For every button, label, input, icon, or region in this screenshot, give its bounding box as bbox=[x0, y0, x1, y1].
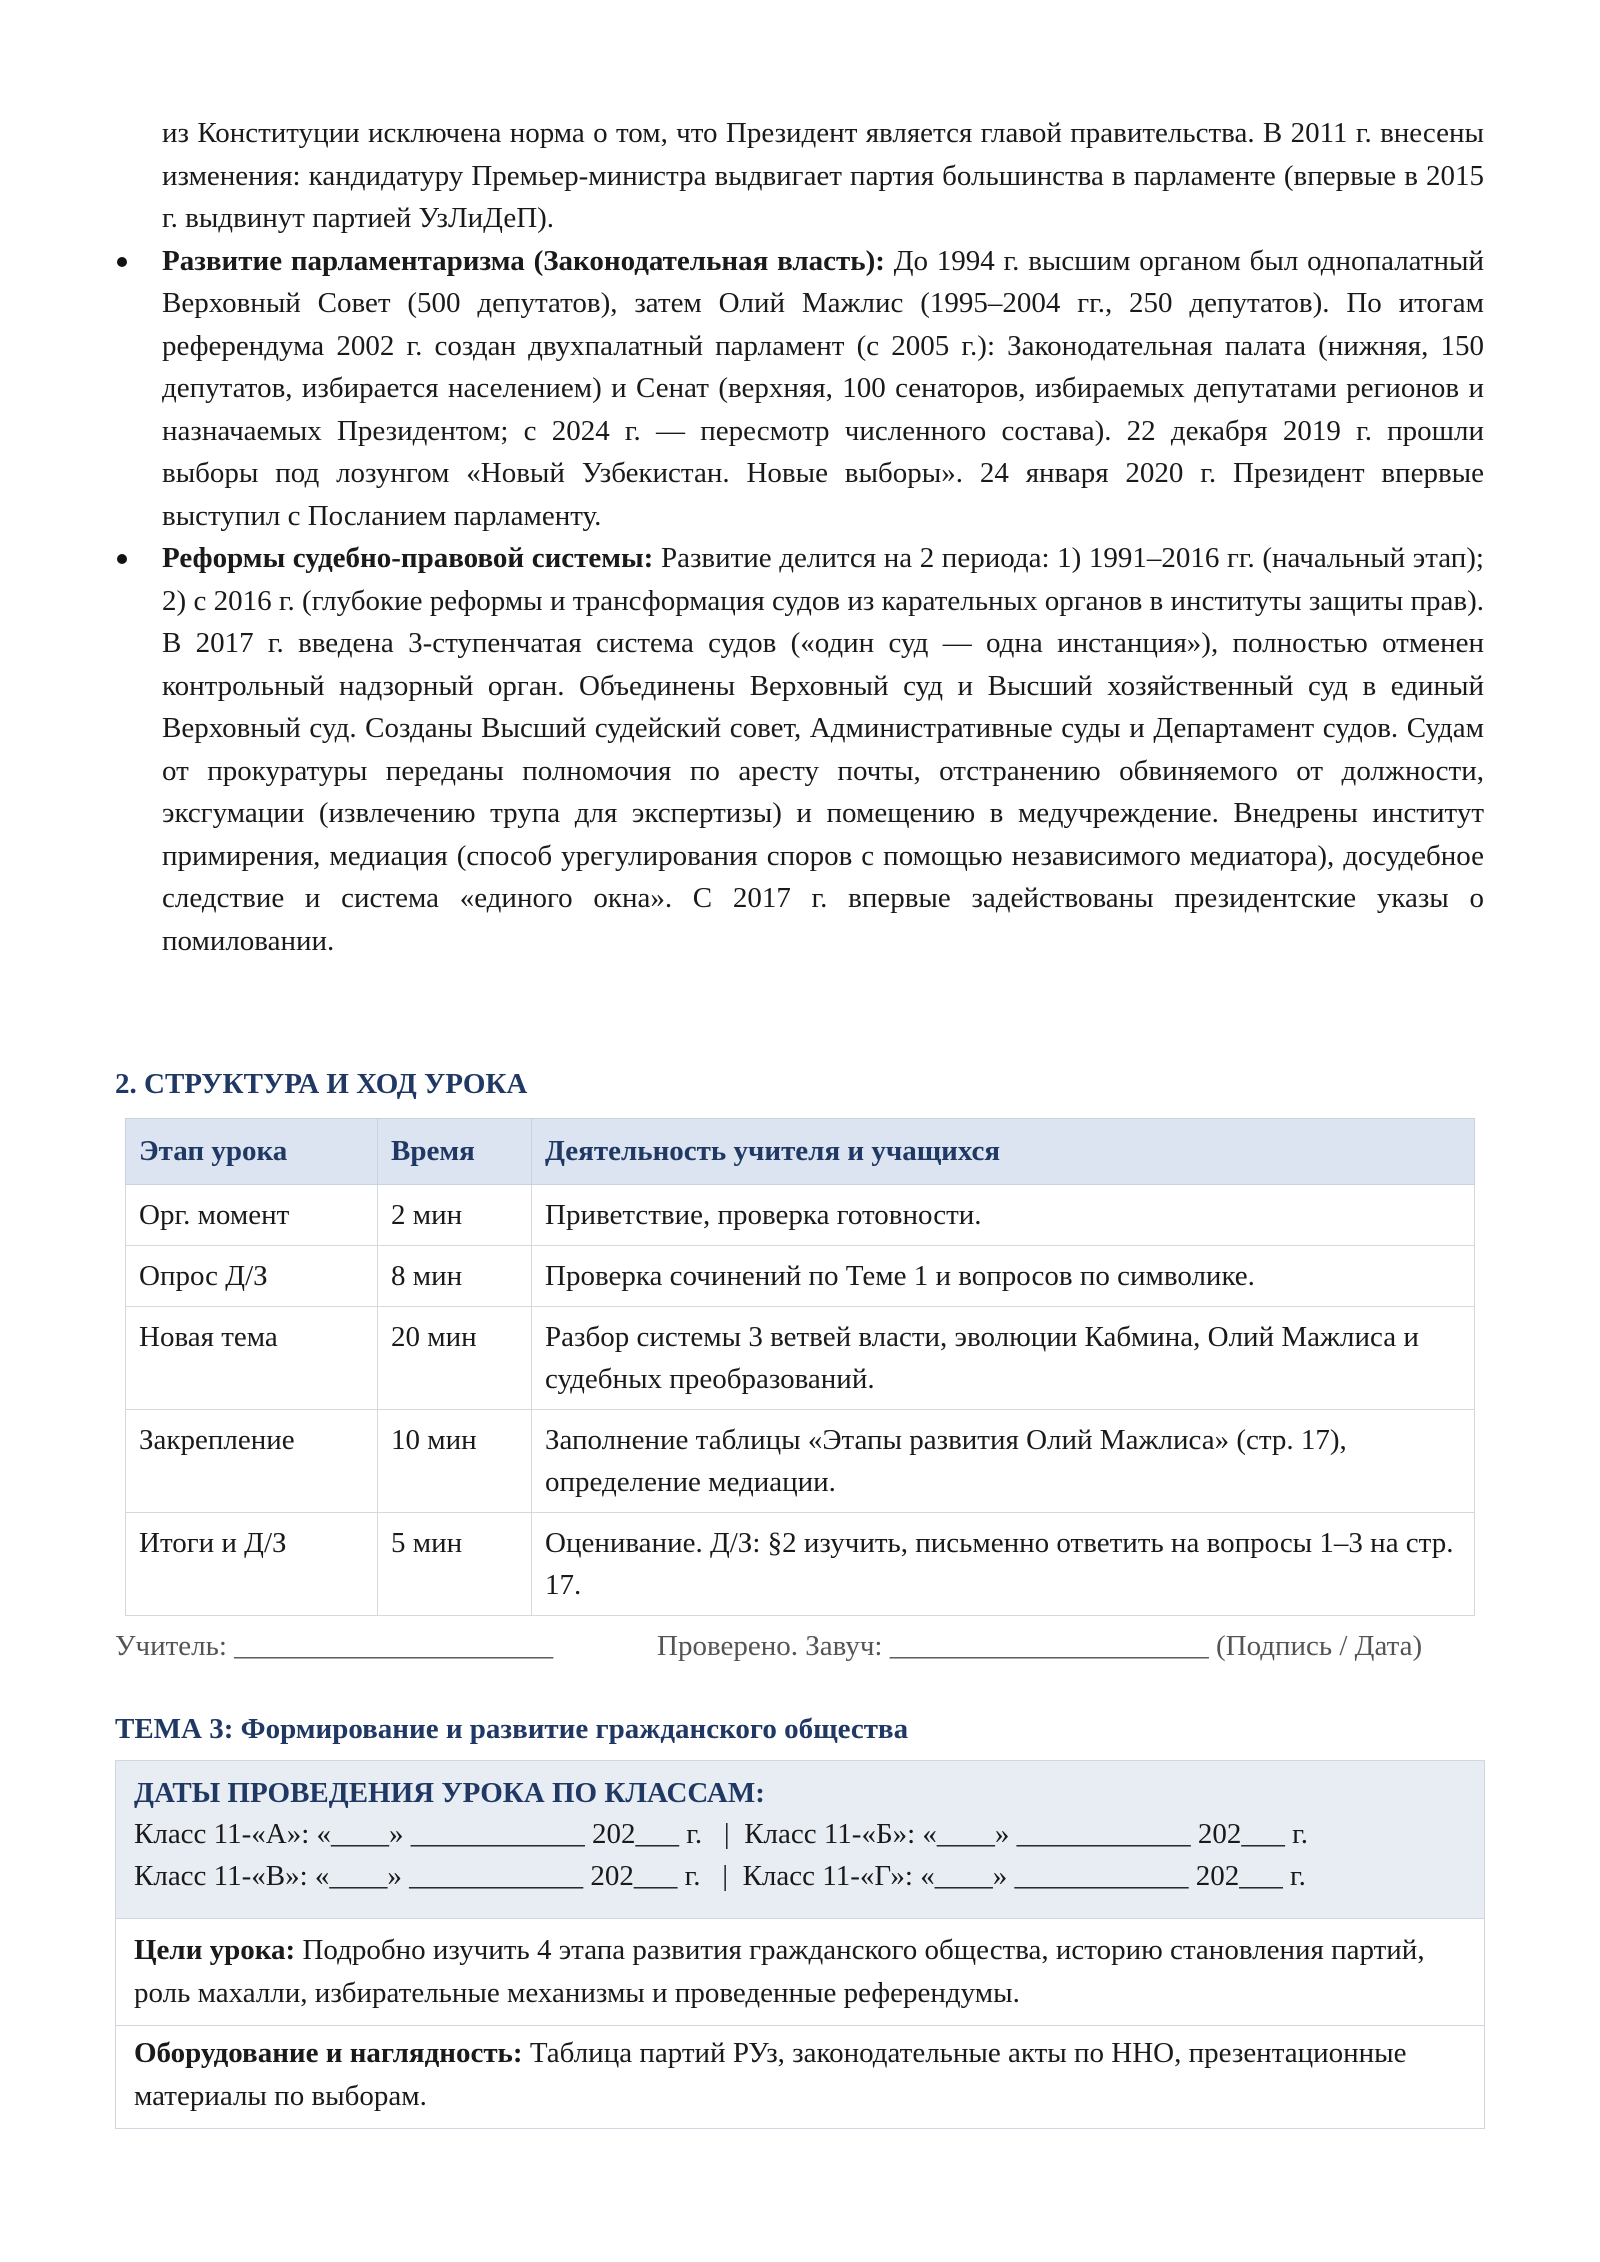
table-cell: 5 мин bbox=[378, 1513, 532, 1616]
bullet-parliament bbox=[162, 240, 1484, 538]
equipment-label: Оборудование и наглядность: bbox=[134, 2037, 523, 2069]
table-header-row bbox=[126, 1119, 1475, 1185]
table-cell: 8 мин bbox=[378, 1246, 532, 1307]
intro-paragraph: из Конституции исключена норма о том, что Президент является главой правительства. В 2011 г. внесены изменения: кандидатуру Премьер-министра выдвигает партия большинства в парламенте (впервые в 2015 г. выдвинут партией УзЛиДеП). bbox=[162, 117, 1484, 234]
bullet-title: Развитие парламентаризма (Законодательная власть): bbox=[162, 244, 885, 277]
table-cell: Заполнение таблицы «Этапы развития Олий Мажлиса» (стр. 17), определение медиации. bbox=[532, 1410, 1475, 1513]
lesson-structure-table bbox=[125, 1118, 1475, 1616]
bullet-paragraph bbox=[162, 240, 1484, 538]
table-row bbox=[126, 1513, 1475, 1616]
bullet-title: Реформы судебно-правовой системы: bbox=[162, 542, 654, 574]
equipment-box bbox=[115, 2022, 1485, 2129]
table-cell: Проверка сочинений по Теме 1 и вопросов по символике. bbox=[532, 1246, 1475, 1307]
table-row bbox=[126, 1246, 1475, 1307]
dates-line: Класс 11-«А»: «____» ____________ 202___ г. | Класс 11-«Б»: «____» ____________ 202___ г. bbox=[134, 1818, 1309, 1850]
table-row bbox=[126, 1185, 1475, 1246]
column-header: Время bbox=[378, 1119, 532, 1185]
topic-heading: ТЕМА 3: Формирование и развитие гражданского общества bbox=[115, 1713, 909, 1745]
goals-text: Подробно изучить 4 этапа развития гражданского общества, историю становления партий, роль махалли, избирательные механизмы и проведенные референдумы. bbox=[134, 1934, 1425, 2009]
bullet-dot-icon bbox=[117, 257, 127, 267]
goals-label: Цели урока: bbox=[134, 1934, 296, 1966]
teacher-signature: Учитель: ______________________ bbox=[115, 1630, 554, 1662]
table-cell: Приветствие, проверка готовности. bbox=[532, 1185, 1475, 1246]
table-cell: 20 мин bbox=[378, 1307, 532, 1410]
column-header: Деятельность учителя и учащихся bbox=[532, 1119, 1475, 1185]
table-cell: Оценивание. Д/З: §2 изучить, письменно ответить на вопросы 1–3 на стр. 17. bbox=[532, 1513, 1475, 1616]
goals-box bbox=[115, 1919, 1485, 2026]
body-text bbox=[162, 112, 1484, 962]
bullet-dot-icon bbox=[117, 554, 127, 564]
table-row bbox=[126, 1410, 1475, 1513]
table-cell: Разбор системы 3 ветвей власти, эволюции Кабмина, Олий Мажлиса и судебных преобразований. bbox=[532, 1307, 1475, 1410]
bullet-judicial bbox=[162, 537, 1484, 962]
bullet-paragraph bbox=[162, 537, 1484, 962]
bullet-text: До 1994 г. высшим органом был однопалатный Верховный Совет (500 депутатов), затем Олий Мажлис (1995–2004 гг., 250 депутатов). По итогам референдума 2002 г. создан двухпалатный парламент (с 2005 г.): Законодательная палата (нижняя, 150 депутатов, избирается населением) и Сенат (верхняя, 100 сенаторов, избираемых депутатами регионов и назначаемых Президентом; с 2024 г. — пересмотр численного состава). 22 декабря 2019 г. прошли выборы под лозунгом «Новый Узбекистан. Новые выборы». 24 января 2020 г. Президент впервые выступил с Посланием парламенту. bbox=[162, 244, 1484, 532]
column-header: Этап урока bbox=[126, 1119, 378, 1185]
equipment-text: Таблица партий РУз, законодательные акты по ННО, презентационные материалы по выборам. bbox=[134, 2037, 1407, 2112]
table-cell: Опрос Д/З bbox=[126, 1246, 378, 1307]
table-cell: Новая тема bbox=[126, 1307, 378, 1410]
table-cell: Итоги и Д/З bbox=[126, 1513, 378, 1616]
lesson-dates-box bbox=[115, 1760, 1485, 1919]
bullet-text: Развитие делится на 2 периода: 1) 1991–2016 гг. (начальный этап); 2) с 2016 г. (глубокие реформы и трансформация судов из карательных органов в институты защиты прав). В 2017 г. введена 3-ступенчатая система судов («один суд — одна инстанция»), полностью отменен контрольный надзорный орган. Объединены Верховный суд и Высший хозяйственный суд в единый Верховный суд. Созданы Высший судейский совет, Административные суды и Департамент судов. Судам от прокуратуры переданы полномочия по аресту почты, отстранению обвиняемого от должности, эксгумации (извлечению трупа для экспертизы) и помещению в медучреждение. Внедрены институт примирения, медиация (способ урегулирования споров с помощью независимого медиатора), досудебное следствие и система «единого окна». С 2017 г. впервые задействованы президентские указы о помиловании. bbox=[162, 542, 1484, 957]
dates-line: Класс 11-«В»: «____» ____________ 202___ г. | Класс 11-«Г»: «____» ____________ 202___ г. bbox=[134, 1860, 1306, 1892]
table-row bbox=[126, 1307, 1475, 1410]
table-cell: Орг. момент bbox=[126, 1185, 378, 1246]
dates-title: ДАТЫ ПРОВЕДЕНИЯ УРОКА ПО КЛАССАМ: bbox=[134, 1777, 765, 1809]
table-cell: 2 мин bbox=[378, 1185, 532, 1246]
section-heading: 2. СТРУКТУРА И ХОД УРОКА bbox=[115, 1068, 528, 1100]
table-cell: Закрепление bbox=[126, 1410, 378, 1513]
table-cell: 10 мин bbox=[378, 1410, 532, 1513]
checked-signature: Проверено. Завуч: ______________________ (Подпись / Дата) bbox=[657, 1630, 1423, 1662]
